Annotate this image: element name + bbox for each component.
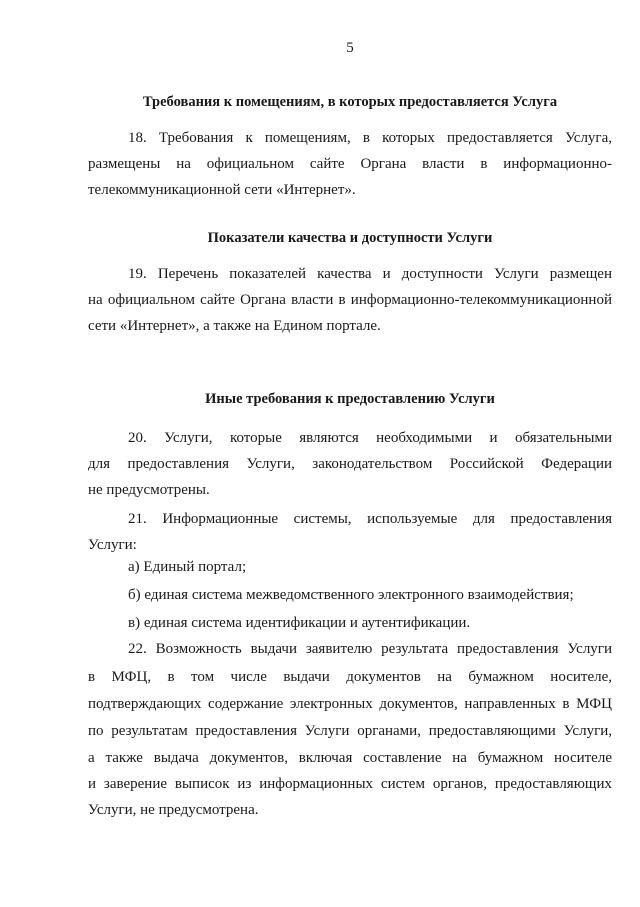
paragraph-21-line-2: Услуги: xyxy=(88,537,137,553)
paragraph-18-line-3: телекоммуникационной сети «Интернет». xyxy=(88,182,356,198)
paragraph-20-line-2: для предоставления Услуги, законодательством Российской Федерации xyxy=(88,456,612,472)
paragraph-22-line-5: а также выдача документов, включая составление на бумажном носителе xyxy=(88,750,612,766)
paragraph-22-line-3: подтверждающих содержание электронных документов, направленных в МФЦ xyxy=(88,696,612,712)
paragraph-18-line-1: 18. Требования к помещениям, в которых предоставляется Услуга, xyxy=(128,130,612,146)
paragraph-22-line-6: и заверение выписок из информационных систем органов, предоставляющих xyxy=(88,776,612,792)
paragraph-22-line-2: в МФЦ, в том числе выдачи документов на бумажном носителе, xyxy=(88,669,612,685)
paragraph-22-line-7: Услуги, не предусмотрена. xyxy=(88,802,259,818)
paragraph-20-line-3: не предусмотрены. xyxy=(88,482,210,498)
list-item-b: б) единая система межведомственного электронного взаимодействия; xyxy=(128,587,574,603)
paragraph-19-line-2: на официальном сайте Органа власти в информационно-телекоммуникационной xyxy=(88,292,612,308)
paragraph-22-line-4: по результатам предоставления Услуги органами, предоставляющими Услуги, xyxy=(88,723,612,739)
page-number: 5 xyxy=(346,40,354,56)
paragraph-18-line-2: размещены на официальном сайте Органа власти в информационно- xyxy=(88,156,612,172)
paragraph-19-line-1: 19. Перечень показателей качества и доступности Услуги размещен xyxy=(128,266,612,282)
paragraph-19-line-3: сети «Интернет», а также на Едином портале. xyxy=(88,318,381,334)
list-item-c: в) единая система идентификации и аутентификации. xyxy=(128,615,471,631)
section-heading-other: Иные требования к предоставлению Услуги xyxy=(205,391,495,407)
section-heading-premises: Требования к помещениям, в которых предоставляется Услуга xyxy=(142,94,558,110)
section-heading-quality: Показатели качества и доступности Услуги xyxy=(207,230,493,246)
paragraph-20-line-1: 20. Услуги, которые являются необходимыми и обязательными xyxy=(128,430,612,446)
paragraph-22-line-1: 22. Возможность выдачи заявителю результата предоставления Услуги xyxy=(128,641,612,657)
paragraph-21-line-1: 21. Информационные системы, используемые для предоставления xyxy=(128,511,612,527)
list-item-a: а) Единый портал; xyxy=(128,559,247,575)
